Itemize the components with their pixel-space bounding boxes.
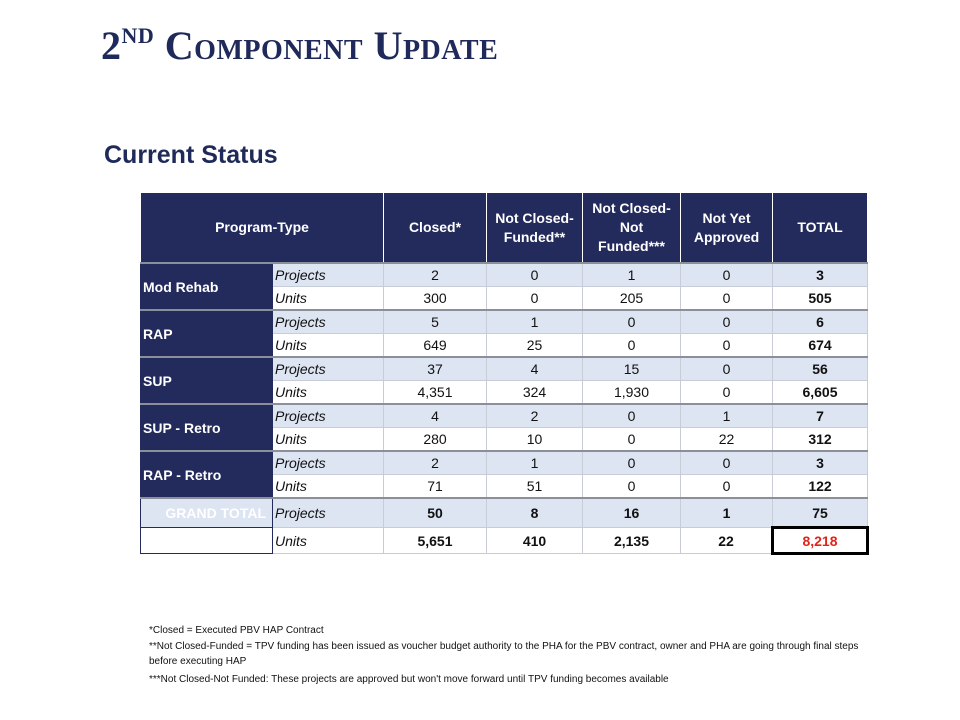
cell-not-closed-not-funded: 0 xyxy=(583,404,681,428)
program-name: SUP xyxy=(141,357,273,404)
header-row xyxy=(141,193,868,264)
row-kind: Projects xyxy=(273,310,384,334)
cell-closed: 37 xyxy=(384,357,487,381)
cell-not-yet-approved: 1 xyxy=(681,404,773,428)
cell-not-closed-not-funded: 0 xyxy=(583,428,681,452)
cell-closed: 4,351 xyxy=(384,381,487,405)
row-kind: Projects xyxy=(273,357,384,381)
row-kind: Projects xyxy=(273,451,384,475)
program-name: RAP xyxy=(141,310,273,357)
table-row xyxy=(141,451,868,475)
cell-not-yet-approved: 22 xyxy=(681,428,773,452)
slide-title: 2ND COMPONENT UPDATE xyxy=(101,23,499,68)
grand-total-label: GRAND TOTAL xyxy=(141,528,273,554)
cell-not-yet-approved: 0 xyxy=(681,357,773,381)
program-name: RAP - Retro xyxy=(141,451,273,498)
grand-total-units-row xyxy=(141,528,868,554)
cell-not-closed-funded: 4 xyxy=(487,357,583,381)
row-kind: Units xyxy=(273,428,384,452)
grand-total-units-highlight: 8,218 xyxy=(773,528,868,554)
row-kind: Units xyxy=(273,528,384,554)
header-closed: Closed* xyxy=(384,193,487,264)
cell-not-closed-funded: 1 xyxy=(487,451,583,475)
row-kind: Units xyxy=(273,475,384,499)
cell-total: 56 xyxy=(773,357,868,381)
cell-not-closed-not-funded: 15 xyxy=(583,357,681,381)
cell-not-closed-funded: 8 xyxy=(487,498,583,528)
cell-not-yet-approved: 0 xyxy=(681,287,773,311)
table-row xyxy=(141,357,868,381)
section-subtitle: Current Status xyxy=(104,141,278,169)
cell-not-closed-not-funded: 1,930 xyxy=(583,381,681,405)
cell-total: 505 xyxy=(773,287,868,311)
cell-not-closed-not-funded: 1 xyxy=(583,263,681,287)
cell-not-closed-funded: 324 xyxy=(487,381,583,405)
footnote-closed: *Closed = Executed PBV HAP Contract xyxy=(149,625,324,636)
cell-not-closed-funded: 25 xyxy=(487,334,583,358)
cell-total: 674 xyxy=(773,334,868,358)
cell-not-yet-approved: 0 xyxy=(681,475,773,499)
cell-closed: 50 xyxy=(384,498,487,528)
cell-total: 6,605 xyxy=(773,381,868,405)
cell-closed: 4 xyxy=(384,404,487,428)
cell-not-closed-not-funded: 0 xyxy=(583,310,681,334)
cell-closed: 71 xyxy=(384,475,487,499)
row-kind: Units xyxy=(273,287,384,311)
row-kind: Projects xyxy=(273,498,384,528)
cell-not-closed-funded: 0 xyxy=(487,287,583,311)
row-kind: Projects xyxy=(273,404,384,428)
cell-closed: 5 xyxy=(384,310,487,334)
cell-not-yet-approved: 0 xyxy=(681,334,773,358)
row-kind: Units xyxy=(273,334,384,358)
grand-total-label: GRAND TOTAL xyxy=(141,498,273,528)
cell-not-yet-approved: 1 xyxy=(681,498,773,528)
cell-closed: 300 xyxy=(384,287,487,311)
cell-not-closed-funded: 410 xyxy=(487,528,583,554)
table-row xyxy=(141,310,868,334)
cell-not-closed-funded: 2 xyxy=(487,404,583,428)
cell-not-closed-not-funded: 0 xyxy=(583,475,681,499)
cell-closed: 649 xyxy=(384,334,487,358)
header-program-type: Program-Type xyxy=(141,193,384,264)
row-kind: Projects xyxy=(273,263,384,287)
grand-total-projects-row xyxy=(141,498,868,528)
cell-not-closed-not-funded: 0 xyxy=(583,334,681,358)
cell-total: 3 xyxy=(773,263,868,287)
cell-closed: 2 xyxy=(384,451,487,475)
cell-not-closed-not-funded: 16 xyxy=(583,498,681,528)
program-name: SUP - Retro xyxy=(141,404,273,451)
footnotes xyxy=(149,623,877,688)
cell-not-yet-approved: 22 xyxy=(681,528,773,554)
cell-total: 6 xyxy=(773,310,868,334)
footnote-not-closed-funded: **Not Closed-Funded = TPV funding has been issued as voucher budget authority to the PHA for the PBV contract, owner and PHA are going through final steps before executing HAP xyxy=(149,641,859,667)
cell-not-closed-funded: 10 xyxy=(487,428,583,452)
cell-not-closed-funded: 0 xyxy=(487,263,583,287)
cell-not-yet-approved: 0 xyxy=(681,263,773,287)
header-total: TOTAL xyxy=(773,193,868,264)
header-not-yet-approved: Not Yet Approved xyxy=(681,193,773,264)
cell-not-closed-not-funded: 2,135 xyxy=(583,528,681,554)
cell-not-closed-not-funded: 205 xyxy=(583,287,681,311)
cell-not-closed-funded: 1 xyxy=(487,310,583,334)
status-table xyxy=(140,192,869,555)
header-not-closed-not-funded: Not Closed-Not Funded*** xyxy=(583,193,681,264)
cell-total: 3 xyxy=(773,451,868,475)
cell-total: 312 xyxy=(773,428,868,452)
header-not-closed-funded: Not Closed-Funded** xyxy=(487,193,583,264)
cell-total: 75 xyxy=(773,498,868,528)
table-row xyxy=(141,404,868,428)
footnote-not-closed-not-funded: ***Not Closed-Not Funded: These projects are approved but won't move forward until TPV funding becomes available xyxy=(149,674,669,685)
cell-closed: 2 xyxy=(384,263,487,287)
cell-total: 122 xyxy=(773,475,868,499)
cell-closed: 280 xyxy=(384,428,487,452)
table-row xyxy=(141,263,868,287)
cell-closed: 5,651 xyxy=(384,528,487,554)
program-name: Mod Rehab xyxy=(141,263,273,310)
row-kind: Units xyxy=(273,381,384,405)
cell-not-closed-funded: 51 xyxy=(487,475,583,499)
cell-not-yet-approved: 0 xyxy=(681,451,773,475)
cell-not-closed-not-funded: 0 xyxy=(583,451,681,475)
cell-not-yet-approved: 0 xyxy=(681,381,773,405)
cell-not-yet-approved: 0 xyxy=(681,310,773,334)
cell-total: 7 xyxy=(773,404,868,428)
